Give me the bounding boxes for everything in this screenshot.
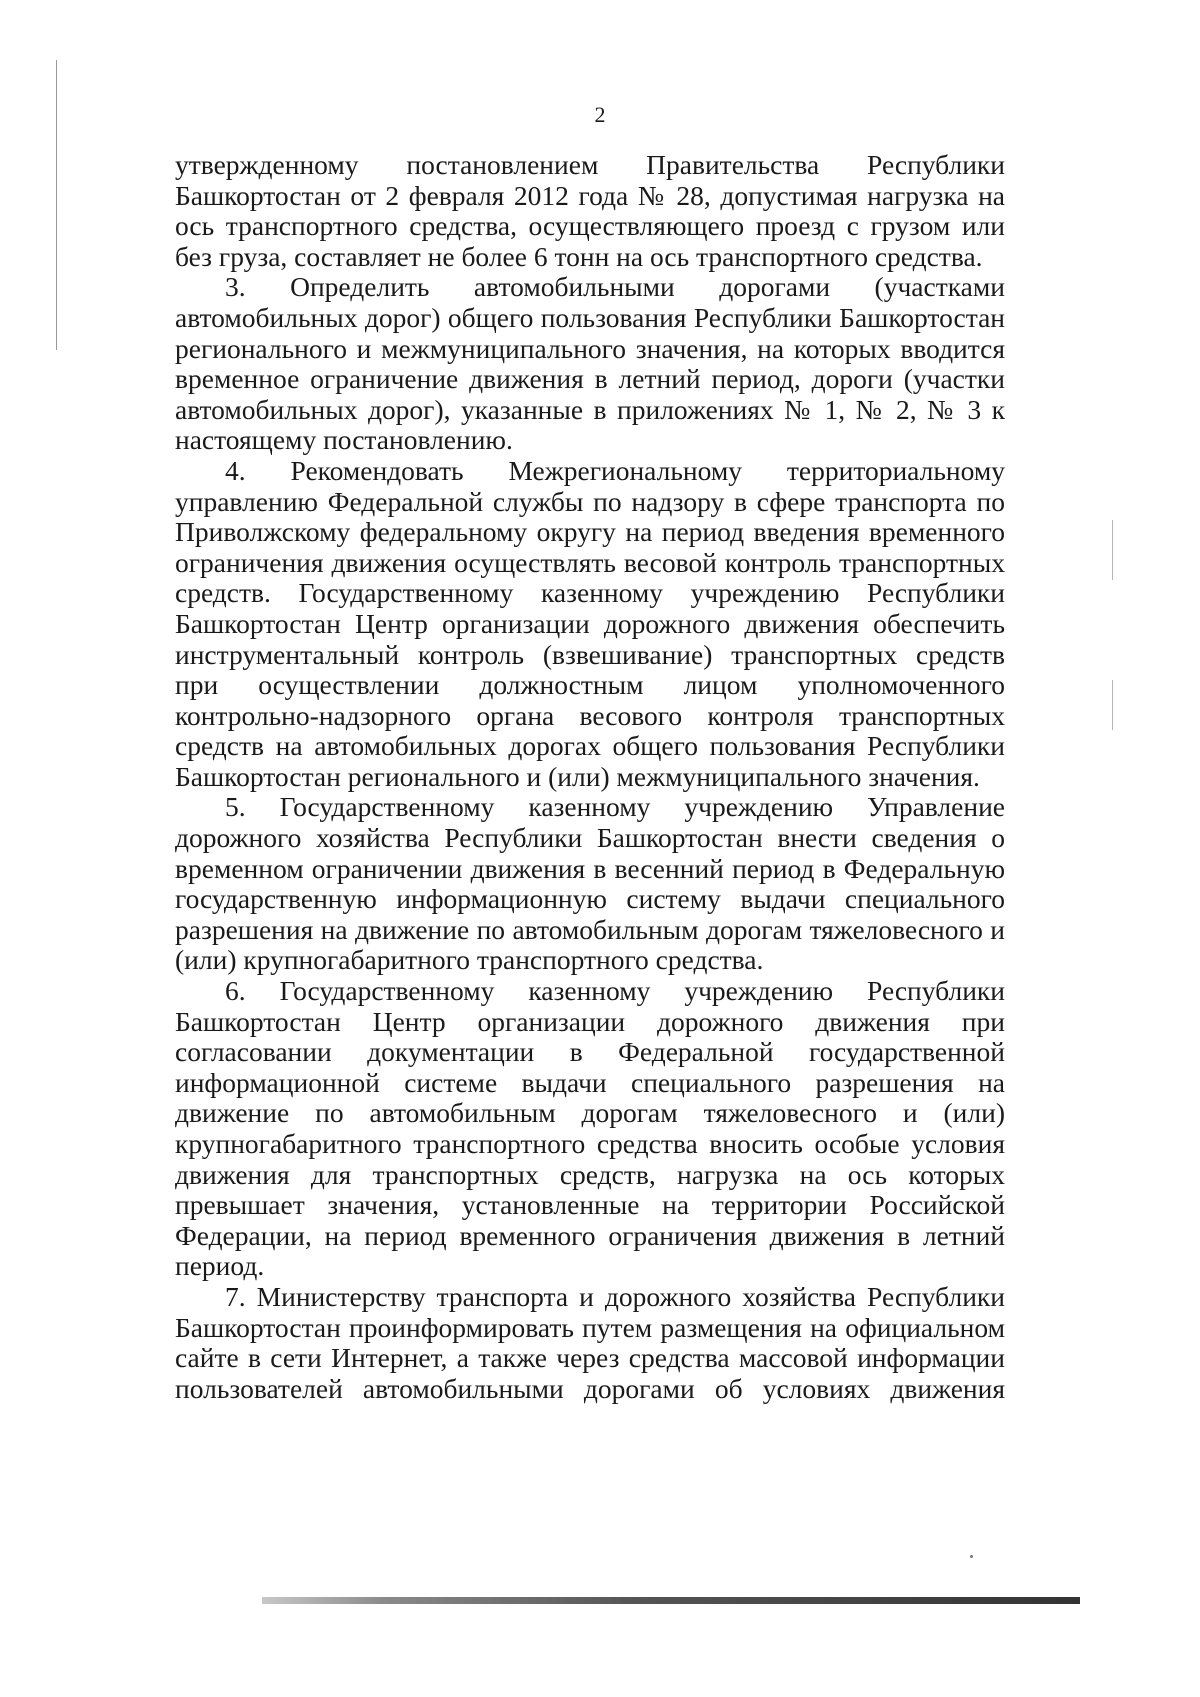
paragraph-item-4: 4. Рекомендовать Межрегиональному территориальному управлению Федеральной службы по надзору в сфере транспорта по Приволжскому федеральному округу на период введения временного ограничения движения осуществлять весовой контроль транспортных средств. Государственному казенному учреждению Республики Башкортостан Центр организации дорожного движения обеспечить инструментальный контроль (взвешивание) транспортных средств при осуществлении должностным лицом уполномоченного контрольно-надзорного органа весового контроля транспортных средств на автомобильных дорогах общего пользования Республики Башкортостан регионального и (или) межмуниципального значения. [175,454,1005,792]
paragraph-item-6: 6. Государственному казенному учреждению Республики Башкортостан Центр организации дорожного движения при согласовании документации в Федеральной государственной информационной системе выдачи специального разрешения на движение по автомобильным дорогам тяжеловесного и (или) крупногабаритного транспортного средства вносить особые условия движения для транспортных средств, нагрузка на ось которых превышает значения, установленные на территории Российской Федерации, на период временного ограничения движения в летний период. [175,975,1005,1282]
page-number: 2 [594,102,606,127]
paragraph-item-3: 3. Определить автомобильными дорогами (участками автомобильных дорог) общего пользования Республики Башкортостан регионального и межмуниципального значения, на которых вводится временное ограничение движения в летний период, дороги (участки автомобильных дорог), указанные в приложениях № 1, № 2, № 3 к настоящему постановлению. [175,271,1005,456]
paragraph-item-7: 7. Министерству транспорта и дорожного хозяйства Республики Башкортостан проинформировать путем размещения на официальном сайте в сети Интернет, а также через средства массовой информации пользователей автомобильными дорогами об условиях движения [175,1280,1005,1404]
scan-speck [970,1555,973,1558]
scan-margin-mark [1112,680,1113,730]
paragraph-item-5: 5. Государственному казенному учреждению Управление дорожного хозяйства Республики Башкортостан внести сведения о временном ограничении движения в весенний период в Федеральную государственную информационную систему выдачи специального разрешения на движение по автомобильным дорогам тяжеловесного и (или) крупногабаритного транспортного средства. [175,791,1005,976]
document-body [175,150,1005,1404]
paragraph-continuation: утвержденному постановлением Правительства Республики Башкортостан от 2 февраля 2012 года № 28, допустимая нагрузка на ось транспортного средства, осуществляющего проезд с грузом или без груза, составляет не более 6 тонн на ось транспортного средства. [175,149,1005,272]
scan-margin-mark [1112,520,1113,580]
scan-bottom-edge [262,1597,1080,1604]
